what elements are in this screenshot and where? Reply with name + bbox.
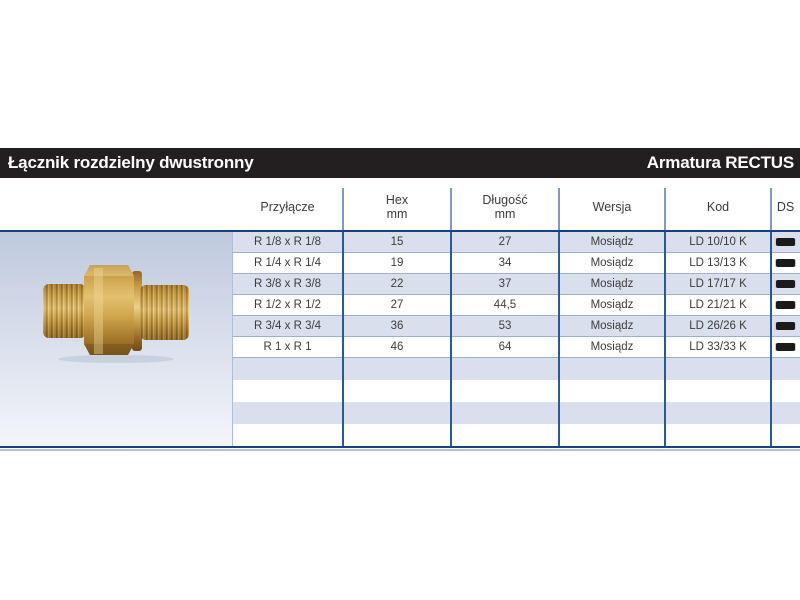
table-row <box>232 295 800 316</box>
cell-wersja: Mosiądz <box>590 236 634 248</box>
product-image-panel <box>0 232 232 446</box>
ds-indicator-icon <box>776 259 795 267</box>
ds-indicator-icon <box>776 322 795 330</box>
brass-double-nipple-image <box>36 258 196 366</box>
empty-table-row <box>232 380 800 402</box>
table-row <box>232 337 800 358</box>
cell-wersja: Mosiądz <box>590 257 634 269</box>
table-bottom-rule <box>0 446 800 448</box>
ds-indicator-icon <box>776 238 795 246</box>
cell-kod: LD 21/21 K <box>689 299 747 311</box>
brand-title: Armatura RECTUS <box>646 153 794 172</box>
title-bar <box>0 148 800 178</box>
cell-dlugosc: 44,5 <box>493 299 517 311</box>
cell-ds <box>771 238 800 246</box>
empty-table-row <box>232 358 800 380</box>
table-rows <box>232 232 800 446</box>
header-divider <box>664 188 666 230</box>
cell-przylacze: R 1/4 x R 1/4 <box>253 257 322 269</box>
column-header-ds: DS <box>776 200 795 214</box>
table-header <box>232 178 800 230</box>
header-divider <box>450 188 452 230</box>
table-body <box>232 232 800 446</box>
column-header-hex: Hex mm <box>385 193 409 221</box>
cell-hex: 46 <box>390 341 404 353</box>
cell-hex: 27 <box>390 299 404 311</box>
column-header-dlugosc: Długość mm <box>482 193 528 221</box>
column-header-kod: Kod <box>706 200 730 214</box>
cell-wersja: Mosiądz <box>590 278 634 290</box>
cell-przylacze: R 1/2 x R 1/2 <box>253 299 322 311</box>
table-row <box>232 274 800 295</box>
header-divider <box>770 188 772 230</box>
cell-kod: LD 17/17 K <box>689 278 747 290</box>
ds-indicator-icon <box>776 343 795 351</box>
table-row <box>232 316 800 337</box>
ds-indicator-icon <box>776 301 795 309</box>
cell-wersja: Mosiądz <box>590 341 634 353</box>
cell-ds <box>771 280 800 288</box>
empty-table-row <box>232 402 800 424</box>
cell-kod: LD 13/13 K <box>689 257 747 269</box>
cell-hex: 36 <box>390 320 404 332</box>
cell-przylacze: R 3/8 x R 3/8 <box>253 278 322 290</box>
cell-ds <box>771 322 800 330</box>
empty-table-row <box>232 424 800 446</box>
header-divider <box>342 188 344 230</box>
column-header-wersja: Wersja <box>592 200 632 214</box>
cell-dlugosc: 53 <box>498 320 512 332</box>
cell-przylacze: R 1 x R 1 <box>263 341 312 353</box>
cell-dlugosc: 34 <box>498 257 512 269</box>
cell-ds <box>771 343 800 351</box>
cell-wersja: Mosiądz <box>590 320 634 332</box>
column-header-przylacze: Przyłącze <box>260 200 315 214</box>
cell-ds <box>771 301 800 309</box>
cell-kod: LD 26/26 K <box>689 320 747 332</box>
cell-dlugosc: 27 <box>498 236 512 248</box>
cell-hex: 15 <box>390 236 404 248</box>
table-row <box>232 253 800 274</box>
cell-wersja: Mosiądz <box>590 299 634 311</box>
header-divider <box>558 188 560 230</box>
cell-hex: 22 <box>390 278 404 290</box>
cell-dlugosc: 37 <box>498 278 512 290</box>
cell-przylacze: R 3/4 x R 3/4 <box>253 320 322 332</box>
cell-kod: LD 33/33 K <box>689 341 747 353</box>
ds-indicator-icon <box>776 280 795 288</box>
table-bottom-rule-light <box>0 449 800 451</box>
cell-ds <box>771 259 800 267</box>
cell-przylacze: R 1/8 x R 1/8 <box>253 236 322 248</box>
table-row <box>232 232 800 253</box>
cell-hex: 19 <box>390 257 404 269</box>
cell-dlugosc: 64 <box>498 341 512 353</box>
page-title: Łącznik rozdzielny dwustronny <box>8 153 254 172</box>
cell-kod: LD 10/10 K <box>689 236 747 248</box>
